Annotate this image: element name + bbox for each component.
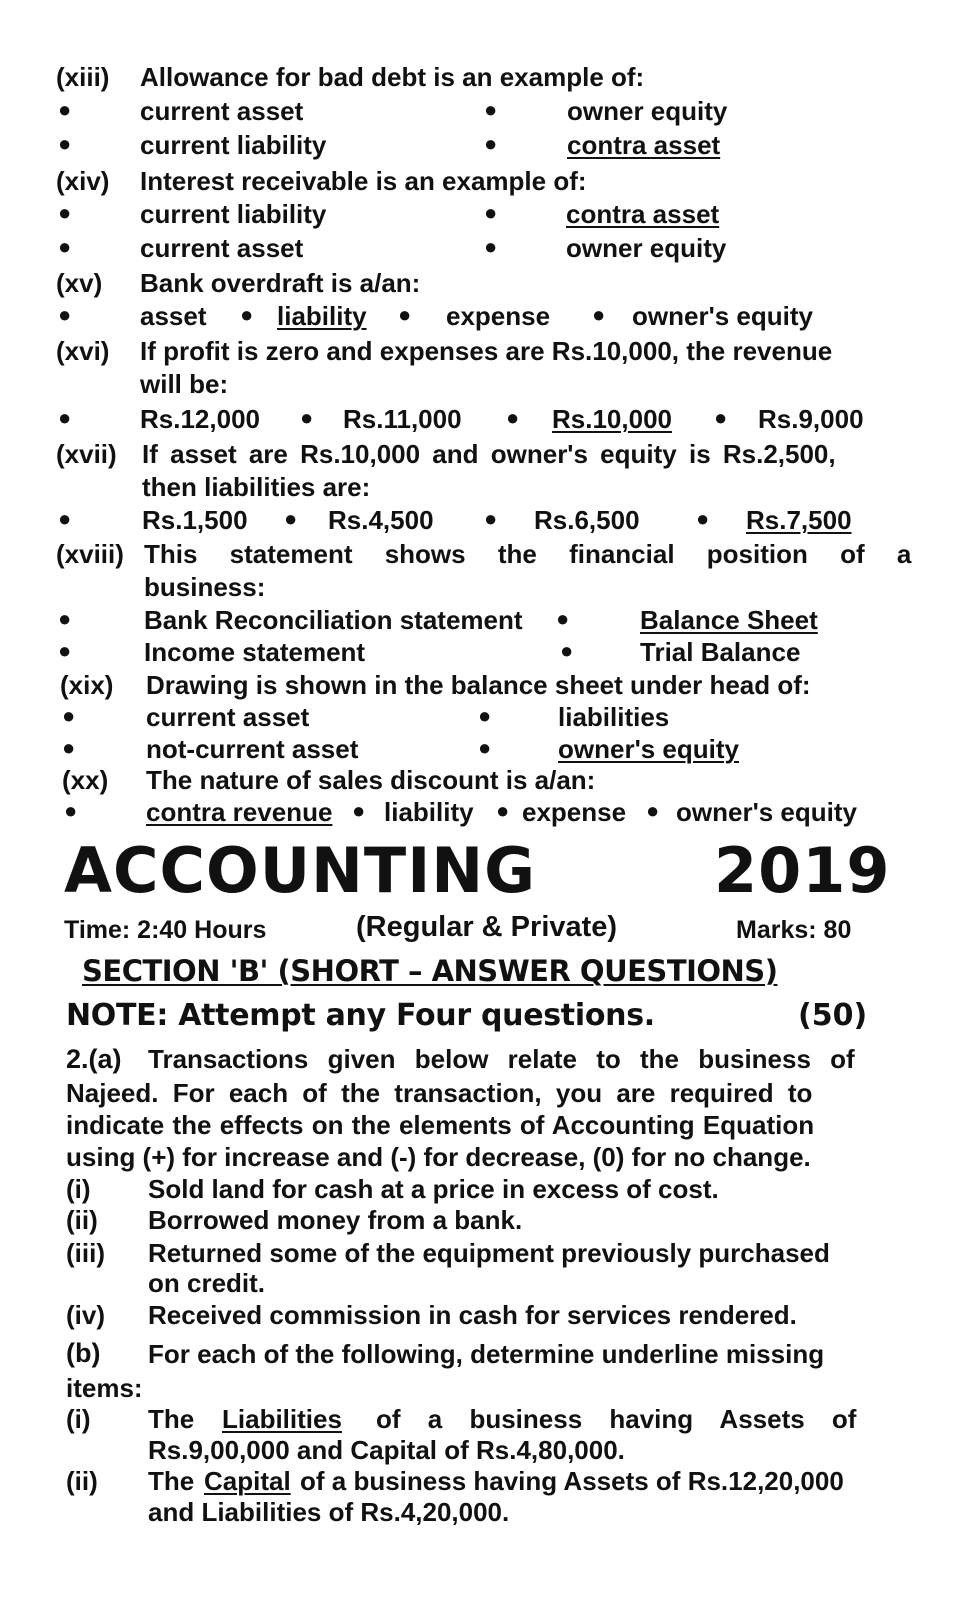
option: expense xyxy=(446,301,551,331)
sub-text: of a business having Assets of Rs.12,20,000 xyxy=(300,1466,844,1496)
option: Rs.12,000 xyxy=(140,404,260,434)
sub-text: Received commission in cash for services rendered. xyxy=(148,1300,797,1330)
option-answer: Rs.7,500 xyxy=(746,505,852,535)
option: asset xyxy=(140,301,207,331)
question-text: items: xyxy=(66,1373,143,1403)
sub-text: Sold land for cash at a price in excess of cost. xyxy=(148,1174,719,1204)
sub-number: (ii) xyxy=(66,1466,98,1496)
bullet-icon: ● xyxy=(58,506,72,531)
sub-text: on credit. xyxy=(148,1268,266,1298)
bullet-icon: ● xyxy=(62,735,76,760)
bullet-icon: ● xyxy=(58,200,72,225)
bullet-icon: ● xyxy=(496,798,510,823)
question-text: The nature of sales discount is a/an: xyxy=(146,765,596,795)
question-text: For each of the following, determine underline missing xyxy=(148,1339,825,1369)
option: Income statement xyxy=(144,637,366,667)
sub-number: (i) xyxy=(66,1174,91,1204)
question-text: Najeed. For each of the transaction, you are required to xyxy=(66,1078,813,1108)
exam-marks: Marks: 80 xyxy=(736,916,852,944)
question-label: (b) xyxy=(66,1338,101,1368)
question-text: If asset are Rs.10,000 and owner's equity is Rs.2,500, xyxy=(142,439,836,469)
note: NOTE: Attempt any Four questions. xyxy=(66,998,655,1033)
option: current asset xyxy=(140,233,304,263)
bullet-icon: ● xyxy=(478,735,492,760)
question-text: indicate the effects on the elements of Accounting Equation xyxy=(66,1110,815,1140)
question-text: business: xyxy=(144,572,266,602)
bullet-icon: ● xyxy=(352,798,366,823)
bullet-icon: ● xyxy=(592,302,606,327)
section-heading: SECTION 'B' (SHORT – ANSWER QUESTIONS) xyxy=(82,954,778,988)
bullet-icon: ● xyxy=(58,638,72,663)
option: current asset xyxy=(146,702,310,732)
option: Bank Reconciliation statement xyxy=(144,605,523,635)
question-text: Drawing is shown in the balance sheet under head of: xyxy=(146,670,811,700)
question-number: (xv) xyxy=(56,268,103,298)
bullet-icon: ● xyxy=(560,638,574,663)
option: current liability xyxy=(140,130,327,160)
option: current liability xyxy=(140,199,327,229)
bullet-icon: ● xyxy=(478,703,492,728)
question-label: 2.(a) xyxy=(66,1044,122,1074)
bullet-icon: ● xyxy=(484,506,498,531)
sub-text-underlined: Liabilities xyxy=(222,1404,342,1434)
bullet-icon: ● xyxy=(58,302,72,327)
sub-number: (i) xyxy=(66,1404,91,1434)
option-answer: contra asset xyxy=(566,199,720,229)
bullet-icon: ● xyxy=(58,405,72,430)
sub-text: Borrowed money from a bank. xyxy=(148,1205,523,1235)
option: liability xyxy=(384,797,474,827)
question-number: (xviii) xyxy=(56,539,124,569)
option: liabilities xyxy=(558,702,670,732)
option-answer: liability xyxy=(277,301,367,331)
exam-time: Time: 2:40 Hours xyxy=(64,916,267,944)
question-number: (xiii) xyxy=(56,62,110,92)
option: Rs.9,000 xyxy=(758,404,864,434)
question-text: Transactions given below relate to the business of xyxy=(148,1044,855,1074)
option: Rs.1,500 xyxy=(142,505,248,535)
bullet-icon: ● xyxy=(484,97,498,122)
option: owner equity xyxy=(566,233,727,263)
sub-text-underlined: Capital xyxy=(204,1466,291,1496)
exam-year: 2019 xyxy=(714,834,891,907)
bullet-icon: ● xyxy=(484,131,498,156)
question-number: (xvii) xyxy=(56,439,117,469)
bullet-icon: ● xyxy=(240,302,254,327)
sub-text: Rs.9,00,000 and Capital of Rs.4,80,000. xyxy=(148,1435,625,1465)
question-text: This statement shows the financial position of a xyxy=(144,539,912,569)
question-text: If profit is zero and expenses are Rs.10,000, the revenue xyxy=(140,336,833,366)
bullet-icon: ● xyxy=(300,405,314,430)
bullet-icon: ● xyxy=(484,234,498,259)
bullet-icon: ● xyxy=(64,798,78,823)
option-answer: owner's equity xyxy=(558,734,739,764)
note-marks: (50) xyxy=(798,998,868,1033)
bullet-icon: ● xyxy=(646,798,660,823)
option-answer: Balance Sheet xyxy=(640,605,818,635)
option: owner's equity xyxy=(676,797,857,827)
option-answer: contra asset xyxy=(567,130,721,160)
question-text: Interest receivable is an example of: xyxy=(140,166,587,196)
question-text: Bank overdraft is a/an: xyxy=(140,268,421,298)
sub-number: (iv) xyxy=(66,1300,105,1330)
sub-text: The xyxy=(148,1466,195,1496)
option-answer: contra revenue xyxy=(146,797,333,827)
sub-text: The xyxy=(148,1404,195,1434)
question-number: (xix) xyxy=(60,670,114,700)
bullet-icon: ● xyxy=(58,234,72,259)
bullet-icon: ● xyxy=(62,703,76,728)
bullet-icon: ● xyxy=(484,200,498,225)
sub-text: and Liabilities of Rs.4,20,000. xyxy=(148,1497,510,1527)
bullet-icon: ● xyxy=(556,606,570,631)
sub-text: of a business having Assets of xyxy=(376,1404,857,1434)
option: Rs.6,500 xyxy=(534,505,640,535)
option: not-current asset xyxy=(146,734,359,764)
option: expense xyxy=(522,797,627,827)
question-text: Allowance for bad debt is an example of: xyxy=(140,62,645,92)
sub-text: Returned some of the equipment previously purchased xyxy=(148,1238,830,1268)
bullet-icon: ● xyxy=(58,131,72,156)
question-text: will be: xyxy=(140,369,229,399)
bullet-icon: ● xyxy=(58,97,72,122)
bullet-icon: ● xyxy=(58,606,72,631)
bullet-icon: ● xyxy=(696,506,710,531)
option: owner equity xyxy=(567,96,728,126)
bullet-icon: ● xyxy=(284,506,298,531)
exam-mode: (Regular & Private) xyxy=(356,911,618,943)
bullet-icon: ● xyxy=(506,405,520,430)
question-number: (xvi) xyxy=(56,336,110,366)
bullet-icon: ● xyxy=(398,302,412,327)
option: Trial Balance xyxy=(640,637,801,667)
sub-number: (ii) xyxy=(66,1205,98,1235)
page-title: ACCOUNTING xyxy=(64,834,537,907)
question-number: (xiv) xyxy=(56,166,110,196)
question-text: then liabilities are: xyxy=(142,472,371,502)
sub-number: (iii) xyxy=(66,1238,105,1268)
question-number: (xx) xyxy=(62,765,109,795)
option: Rs.4,500 xyxy=(328,505,434,535)
question-text: using (+) for increase and (-) for decrease, (0) for no change. xyxy=(66,1142,811,1172)
bullet-icon: ● xyxy=(714,405,728,430)
option-answer: Rs.10,000 xyxy=(552,404,672,434)
option: owner's equity xyxy=(632,301,813,331)
option: Rs.11,000 xyxy=(343,404,462,434)
option: current asset xyxy=(140,96,304,126)
